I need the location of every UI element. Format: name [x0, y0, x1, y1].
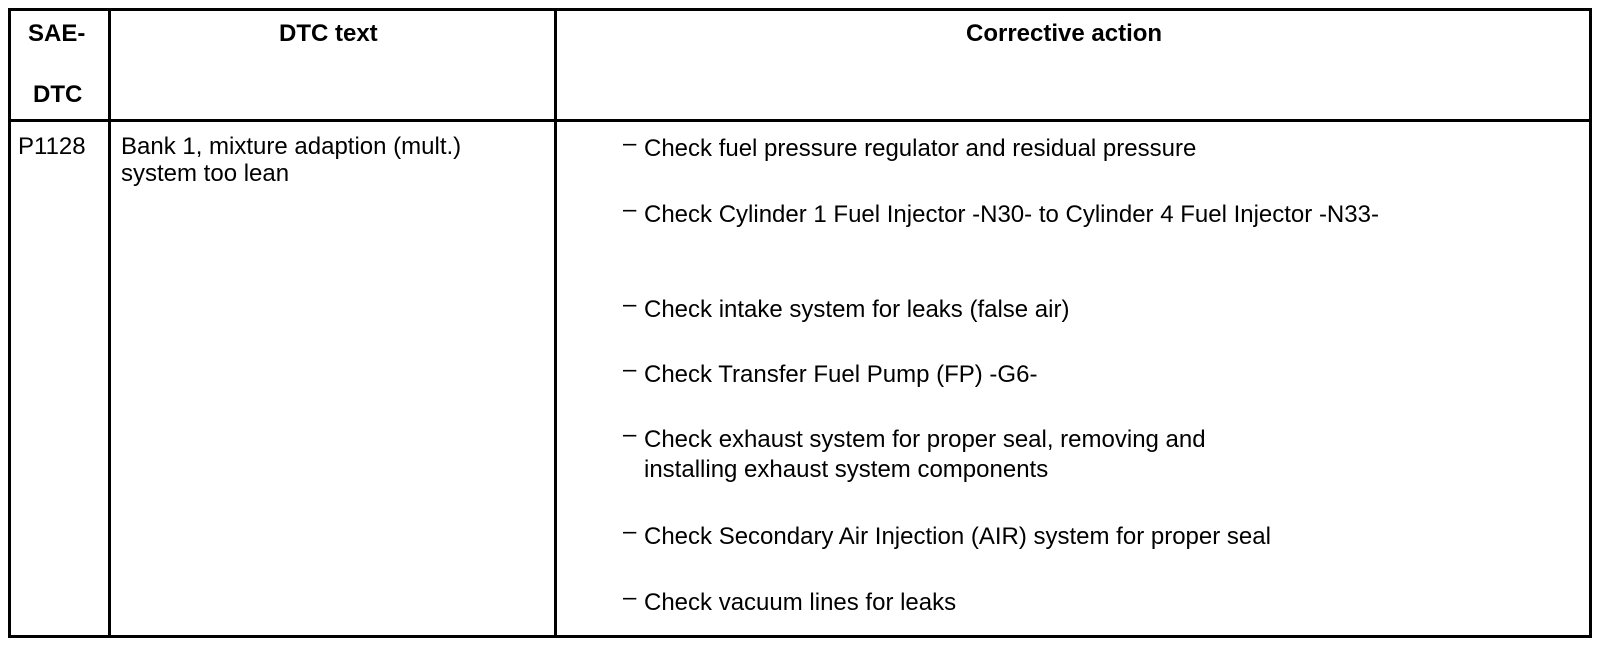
column-divider — [108, 11, 111, 635]
action-text: Check intake system for leaks (false air) — [644, 296, 1070, 323]
dtc-code: P1128 — [18, 133, 86, 160]
dash-bullet: – — [623, 356, 637, 383]
dash-bullet: – — [623, 291, 637, 318]
header-divider — [11, 119, 1589, 122]
action-text: Check Cylinder 1 Fuel Injector -N30- to Cylinder 4 Fuel Injector -N33- — [644, 201, 1379, 228]
action-text-continued: installing exhaust system components — [644, 456, 1049, 483]
dash-bullet: – — [623, 130, 637, 157]
dash-bullet: – — [623, 584, 637, 611]
column-divider — [554, 11, 557, 635]
dtc-text-line1: Bank 1, mixture adaption (mult.) — [121, 133, 462, 160]
action-text: Check Secondary Air Injection (AIR) system for proper seal — [644, 523, 1271, 550]
dash-bullet: – — [623, 518, 637, 545]
action-text: Check vacuum lines for leaks — [644, 589, 957, 616]
header-code-line2: DTC — [33, 81, 83, 108]
header-corrective-action: Corrective action — [966, 20, 1163, 47]
header-dtc-text: DTC text — [279, 20, 378, 47]
dtc-text-line2: system too lean — [121, 160, 290, 187]
action-text: Check Transfer Fuel Pump (FP) -G6- — [644, 361, 1038, 388]
dash-bullet: – — [623, 196, 637, 223]
action-text: Check exhaust system for proper seal, removing and — [644, 426, 1206, 453]
action-text: Check fuel pressure regulator and residual pressure — [644, 135, 1197, 162]
dash-bullet: – — [623, 421, 637, 448]
header-code-line1: SAE- — [28, 20, 86, 47]
